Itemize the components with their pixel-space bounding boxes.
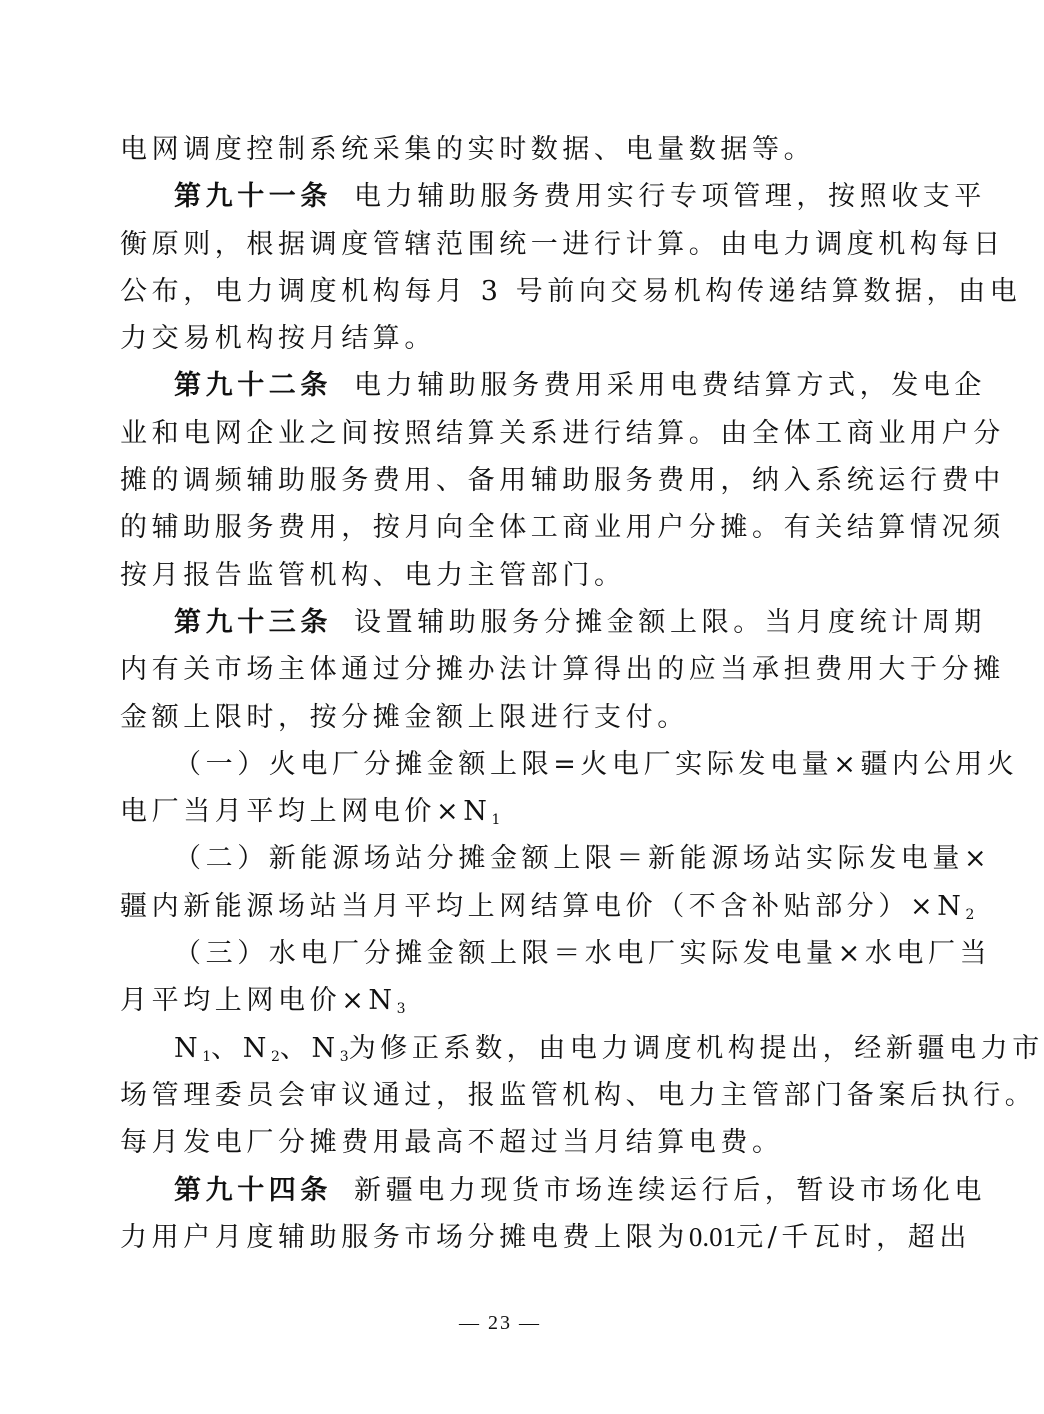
coefficient-line-1 xyxy=(120,1025,1044,1072)
coefficient-text: 场管理委员会审议通过，报监管机构、电力主管部门备案后执行。 xyxy=(120,1079,1037,1111)
article-94-line-1 xyxy=(120,1167,986,1214)
item-2-text: （二）新能源场站分摊金额上限＝新能源场站实际发电量× xyxy=(174,843,992,875)
separator: 、 xyxy=(279,1032,312,1064)
article-93-text: 设置辅助服务分摊金额上限。当月度统计周期 xyxy=(354,606,986,638)
article-91-line-3 xyxy=(120,268,1022,315)
article-92-text: 摊的调频辅助服务费用、备用辅助服务费用，纳入系统运行费中 xyxy=(120,465,1005,497)
subscript: 1 xyxy=(202,1048,212,1065)
item-3-line-1 xyxy=(120,930,992,977)
article-92-line-2 xyxy=(120,410,1005,457)
item-1-text: （一）火电厂分摊金额上限=火电厂实际发电量×疆内公用火 xyxy=(174,748,1019,780)
coefficient-text: 为修正系数，由电力调度机构提出，经新疆电力市 xyxy=(348,1032,1044,1064)
article-93-line-3 xyxy=(120,694,880,741)
article-92-line-3 xyxy=(120,457,1005,504)
article-91-line-4 xyxy=(120,315,880,362)
article-92-line-4 xyxy=(120,504,1005,551)
article-91-text: 力交易机构按月结算。 xyxy=(120,323,436,355)
item-1-text: 电厂当月平均上网电价×N xyxy=(120,796,492,828)
coefficient-text: 每月发电厂分摊费用最高不超过当月结算电费。 xyxy=(120,1127,784,1159)
text-line xyxy=(120,126,880,173)
coefficient-line-2 xyxy=(120,1072,1037,1119)
article-94-line-2 xyxy=(120,1214,971,1261)
article-93-heading: 第九十三条 xyxy=(174,606,332,638)
article-91-text: 公布，电力调度机构每月 3 号前向交易机构传递结算数据，由电 xyxy=(120,275,1022,307)
article-92-line-5 xyxy=(120,552,880,599)
article-91-heading: 第九十一条 xyxy=(174,181,332,213)
item-2-line-2 xyxy=(120,883,975,930)
article-93-text: 内有关市场主体通过分摊办法计算得出的应当承担费用大于分摊 xyxy=(120,654,1005,686)
article-94-text: 力用户月度辅助服务市场分摊电费上限为 xyxy=(120,1221,689,1253)
coef-symbol: N xyxy=(311,1032,340,1064)
paragraph-continuation: 电网调度控制系统采集的实时数据、电量数据等。 xyxy=(120,134,816,165)
subscript: 3 xyxy=(396,1001,406,1018)
item-1-line-2 xyxy=(120,788,880,835)
item-2-line-1 xyxy=(120,835,992,882)
article-92-line-1 xyxy=(120,362,986,409)
item-3-text: （三）水电厂分摊金额上限＝水电厂实际发电量×水电厂当 xyxy=(174,938,992,970)
article-94-text: 元/千瓦时，超出 xyxy=(736,1221,971,1253)
subscript: 1 xyxy=(491,812,501,829)
item-2-text: 疆内新能源场站当月平均上网结算电价（不含补贴部分）×N xyxy=(120,890,966,922)
coefficient-line-3 xyxy=(120,1119,880,1166)
article-94-heading: 第九十四条 xyxy=(174,1174,332,1206)
article-92-text: 业和电网企业之间按照结算关系进行结算。由全体工商业用户分 xyxy=(120,417,1005,449)
subscript: 2 xyxy=(965,906,975,923)
separator: 、 xyxy=(211,1032,243,1064)
article-91-text: 衡原则，根据调度管辖范围统一进行计算。由电力调度机构每日 xyxy=(120,228,1005,260)
price-value: 0.01 xyxy=(688,1221,737,1252)
item-1-line-1 xyxy=(120,741,1019,788)
article-93-line-2 xyxy=(120,646,1005,693)
item-3-line-2 xyxy=(120,977,880,1024)
coef-symbol: N xyxy=(242,1032,271,1064)
coef-symbol: N xyxy=(174,1032,203,1064)
article-92-text: 的辅助服务费用，按月向全体工商业用户分摊。有关结算情况须 xyxy=(120,512,1005,544)
article-94-text: 新疆电力现货市场连续运行后，暂设市场化电 xyxy=(354,1174,986,1206)
article-92-text: 按月报告监管机构、电力主管部门。 xyxy=(120,559,626,591)
article-92-text: 电力辅助服务费用采用电费结算方式，发电企 xyxy=(354,370,986,402)
subscript: 2 xyxy=(271,1048,280,1065)
page-number: — 23 — xyxy=(459,1312,541,1334)
item-3-text: 月平均上网电价×N xyxy=(120,985,397,1017)
article-93-text: 金额上限时，按分摊金额上限进行支付。 xyxy=(120,701,689,733)
document-body xyxy=(120,126,1044,1261)
subscript: 3 xyxy=(339,1048,349,1065)
article-91-line-2 xyxy=(120,221,1005,268)
article-91-line-1 xyxy=(120,173,986,220)
article-92-heading: 第九十二条 xyxy=(174,370,332,402)
article-93-line-1 xyxy=(120,599,986,646)
article-91-text: 电力辅助服务费用实行专项管理，按照收支平 xyxy=(354,181,986,213)
